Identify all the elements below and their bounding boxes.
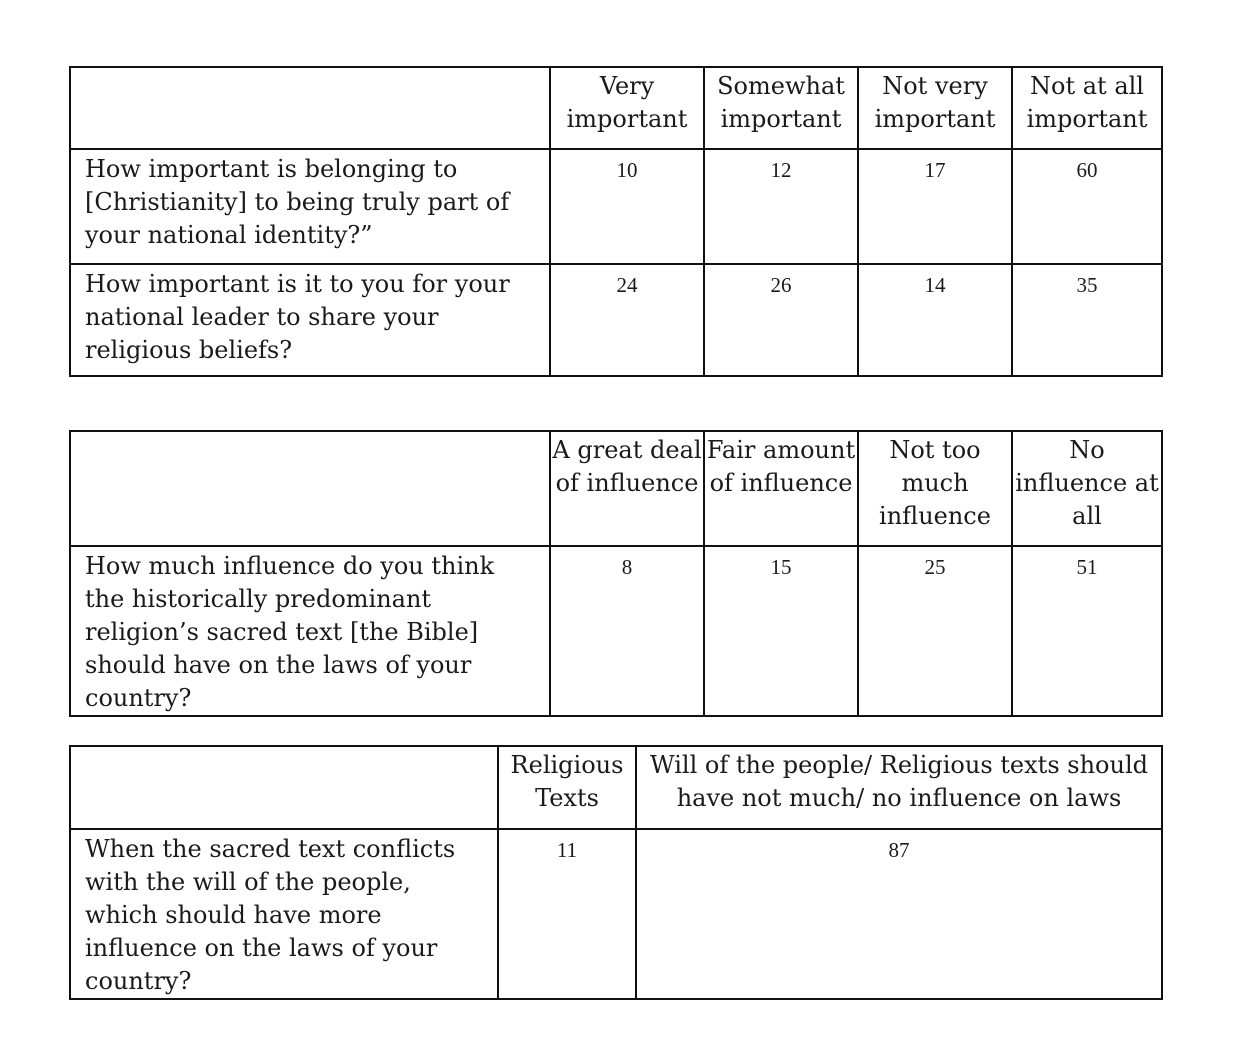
value-cell: 10	[550, 149, 704, 264]
table-row	[70, 149, 1162, 264]
table-row	[70, 829, 1162, 999]
value-cell: 24	[550, 264, 704, 376]
empty-corner-cell	[70, 746, 498, 829]
value-cell: 12	[704, 149, 858, 264]
conflict-table	[69, 745, 1163, 1000]
column-header: Religious Texts	[498, 746, 636, 829]
table-header-row	[70, 746, 1162, 829]
column-header: Not at all important	[1012, 67, 1162, 149]
value-cell: 15	[704, 546, 858, 716]
column-header: Not very important	[858, 67, 1012, 149]
value-cell: 87	[636, 829, 1162, 999]
column-header: Very important	[550, 67, 704, 149]
value-cell: 17	[858, 149, 1012, 264]
column-header: Not too much influence	[858, 431, 1012, 546]
question-cell: When the sacred text conflicts with the will of the people, which should have more influence on the laws of your country?	[70, 829, 498, 999]
value-cell: 8	[550, 546, 704, 716]
importance-table	[69, 66, 1163, 377]
empty-corner-cell	[70, 67, 550, 149]
table-header-row	[70, 431, 1162, 546]
value-cell: 26	[704, 264, 858, 376]
table-row	[70, 546, 1162, 716]
column-header: A great deal of influence	[550, 431, 704, 546]
table-header-row	[70, 67, 1162, 149]
value-cell: 51	[1012, 546, 1162, 716]
question-cell: How important is it to you for your national leader to share your religious beliefs?	[70, 264, 550, 376]
influence-table	[69, 430, 1163, 717]
empty-corner-cell	[70, 431, 550, 546]
column-header: No influence at all	[1012, 431, 1162, 546]
question-cell: How important is belonging to [Christianity] to being truly part of your national identity?”	[70, 149, 550, 264]
value-cell: 14	[858, 264, 1012, 376]
table-row	[70, 264, 1162, 376]
column-header: Fair amount of influence	[704, 431, 858, 546]
value-cell: 11	[498, 829, 636, 999]
column-header: Somewhat important	[704, 67, 858, 149]
value-cell: 25	[858, 546, 1012, 716]
column-header: Will of the people/ Religious texts should have not much/ no influence on laws	[636, 746, 1162, 829]
value-cell: 60	[1012, 149, 1162, 264]
value-cell: 35	[1012, 264, 1162, 376]
question-cell: How much influence do you think the historically predominant religion’s sacred text [the Bible] should have on the laws of your country?	[70, 546, 550, 716]
